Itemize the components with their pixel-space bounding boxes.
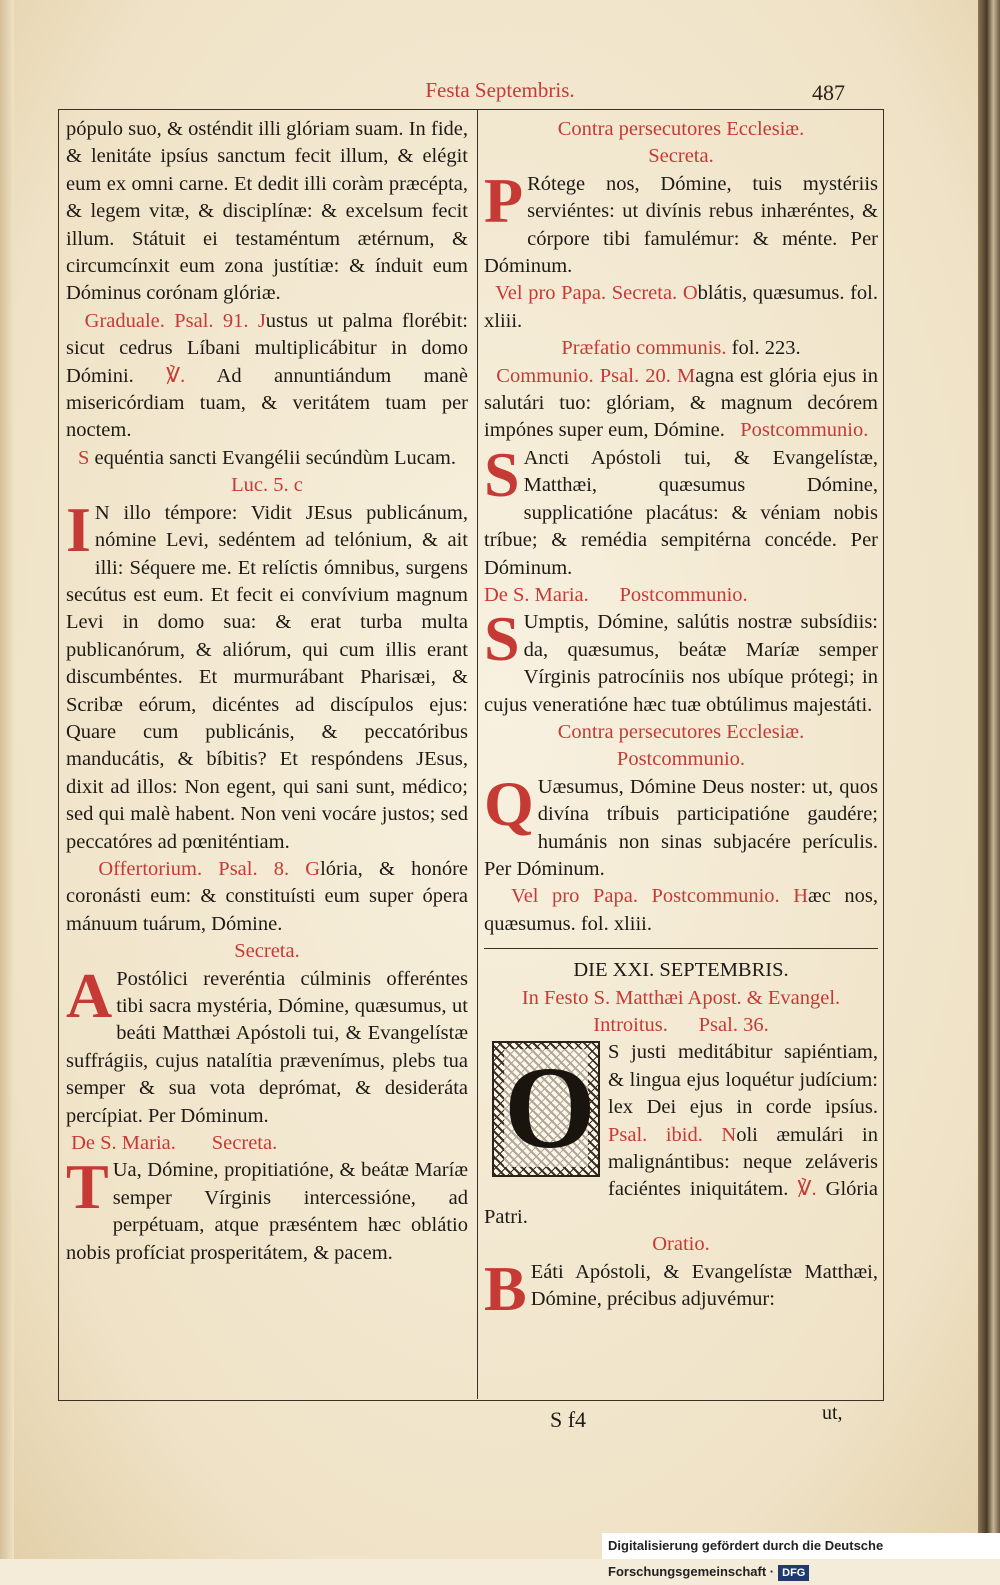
postcommunio-drop-initial: S: [484, 438, 520, 510]
secreta-right-text: Rótege nos, Dómine, tuis mystériis serviéntes: ut divínis rebus inhæréntes, & córpore tibi famulémur: & ménte. Per Dóminum.: [484, 172, 878, 278]
graduale-label: Graduale. Psal. 91.: [84, 309, 249, 332]
oratio-heading: Oratio.: [652, 1233, 710, 1256]
postcommunio-2-drop-initial: S: [484, 603, 520, 675]
oratio: [484, 1252, 878, 1324]
sequentia-text: equéntia sancti Evangélii secúndùm Lucam.: [94, 446, 456, 469]
secreta-2-drop-initial: T: [66, 1151, 109, 1223]
vel-papa-2: [484, 883, 878, 938]
dfg-logo: DFG: [778, 1565, 809, 1581]
offertorium-label: Offertorium. Psal. 8.: [98, 857, 290, 880]
secreta-2-text: Ua, Dómine, propitiatióne, & beátæ Maríæ semper Vírginis intercessióne, ad perpétuam, atque præséntem hæc oblátio nobis profíciat prosperitátem, & pacem.: [66, 1159, 468, 1264]
graduale: [66, 308, 468, 445]
offertorium-initial: G: [305, 857, 321, 880]
postcommunio-3-drop-initial: Q: [484, 767, 534, 839]
secreta-drop-initial: A: [66, 959, 113, 1031]
woodcut-initial: [492, 1041, 600, 1177]
contra-2-heading: Contra persecutores Ecclesiæ.: [557, 720, 805, 743]
page-number: 487: [812, 80, 845, 105]
communio-text: agna est glória ejus in salutári tuo: glóriam, & magnum decórem impónes super eum, Dómine.: [484, 364, 879, 442]
postcommunio-2-label: Postcommunio.: [619, 583, 748, 606]
epistle-end: pópulo suo, & osténdit illi glóriam suam. In fide, & lenitáte ipsíus sanctum fecit illum, & elégit eum ex omni carne. Et dedit illi coràm præcépta, & legem vitæ, & disciplínæ: & excelsum fecit illum. Státuit ei testaméntum ætérnum, & circumcínxit eum zona justítiæ: & índuit eum Dóminus corónam glóriæ.: [66, 118, 468, 305]
oratio-drop-initial: B: [484, 1252, 527, 1324]
sequentia-ref: Luc. 5. c: [231, 474, 303, 497]
sequentia-initial: S: [77, 446, 90, 469]
introitus-text: S justi meditábitur sapiéntiam, & lingua ejus loquétur judícium: lex Dei ejus in corde ipsíus.: [608, 1041, 878, 1119]
vel-papa-text: blátis, quæsumus. fol. xliii.: [484, 282, 879, 332]
gloria-patri: Glória Patri.: [484, 1178, 879, 1228]
psal-ibid-label: Psal. ibid.: [608, 1123, 703, 1146]
secreta-heading-right: Secreta.: [648, 145, 714, 168]
versicle-symbol: ℣.: [166, 364, 186, 387]
psal-ibid-text: oli æmulári in malignántibus: neque zeláveris faciéntes iniquitátem.: [608, 1123, 878, 1201]
left-column: [66, 116, 468, 1267]
vel-papa-2-label: Vel pro Papa. Postcommunio.: [511, 885, 780, 908]
festo-heading: In Festo S. Matthæi Apost. & Evangel.: [521, 986, 841, 1009]
page-gutter: [0, 0, 14, 1559]
postcommunio-text: Ancti Apóstoli tui, & Evangelístæ, Matthæi, quæsumus Dómine, supplicatióne placátus: & véniam nobis tríbue; & remédia sempitérna concéde. Per Dóminum.: [484, 446, 878, 579]
book-edge: [978, 0, 1000, 1559]
praefatio-label: Præfatio communis.: [561, 337, 727, 360]
signature-mark: S f4: [550, 1407, 587, 1432]
de-maria-heading: [66, 1130, 468, 1157]
postcommunio-3-text: Uæsumus, Dómine Deus noster: ut, quos divína tríbuis participatióne gaudére; humánis non sinas subjacére perículis. Per Dóminum.: [484, 775, 878, 880]
woodcut-letter: O: [504, 1042, 596, 1174]
gospel-drop-initial: I: [66, 493, 91, 565]
communio-initial: M: [676, 364, 696, 387]
secreta: [66, 959, 468, 1130]
postcommunio-3-heading: Postcommunio.: [616, 748, 746, 771]
vel-papa-2-initial: H: [793, 885, 809, 908]
versicle-symbol-right: ℣.: [797, 1178, 817, 1201]
postcommunio: [484, 438, 878, 582]
vel-papa-label: Vel pro Papa. Secreta.: [495, 282, 678, 305]
die-heading: DIE XXI. SEPTEMBRIS.: [573, 959, 789, 982]
secreta-right: [484, 164, 878, 281]
section-rule: [484, 948, 878, 949]
vel-papa-initial: O: [682, 282, 698, 305]
secreta-2-label: Secreta.: [211, 1132, 278, 1155]
praefatio: [484, 335, 878, 362]
introitus: [484, 1039, 878, 1231]
digitization-credit: [602, 1533, 1000, 1579]
communio-label: Communio. Psal. 20.: [496, 364, 671, 387]
postcommunio-2: [484, 603, 878, 719]
catchword: ut,: [822, 1402, 843, 1424]
sequentia: [66, 445, 468, 500]
oratio-text: Eáti Apóstoli, & Evangelístæ Matthæi, Dómine, précibus adjuvémur:: [530, 1260, 878, 1311]
graduale-text-2: Ad annuntiándum manè misericórdiam tuam, & veritátem tuam per noctem.: [66, 364, 469, 442]
right-column: [484, 116, 879, 1324]
secreta-right-drop-initial: P: [484, 164, 524, 236]
introitus-psalm: Psal. 36.: [698, 1014, 769, 1036]
column-divider: [477, 109, 478, 1399]
introitus-label: Introitus.: [593, 1014, 668, 1036]
postcommunio-3: [484, 767, 878, 884]
credit-text: Digitalisierung gefördert durch die Deutsche Forschungsgemeinschaft ·: [608, 1538, 884, 1579]
offertorium-text: lória, & honóre coronásti eum: & constituísti eum super ópera mánuum tuárum, Dómine.: [66, 857, 468, 935]
introitus-heading: [484, 1012, 878, 1039]
gospel: [66, 493, 468, 856]
de-maria-right-heading: [484, 582, 878, 609]
vel-papa-2-text: æc nos, quæsumus. fol. xliii.: [484, 885, 878, 935]
secreta-heading: Secreta.: [234, 940, 300, 963]
secreta-2: [66, 1151, 468, 1267]
postcommunio-2-text: Umptis, Dómine, salútis nostræ subsídiis: da, quæsumus, beátæ Maríæ semper Vírginis patrocíniis nos ubíque prótegi; in cujus veneratióne hæc tuæ obtúlimus majestáti.: [484, 611, 878, 716]
contra-heading: Contra persecutores Ecclesiæ.: [557, 118, 805, 140]
gospel-text: N illo témpore: Vidit JEsus publicánum, nómine Levi, sedéntem ad telónium, & ait illi: Séquere me. Et relíctis ómnibus, surgens secútus est eum. Et fecit ei convívium magnum Levi in domo sua: & erat turba multa publicanórum, & aliórum, qui cum illis erant discumbéntes. Et murmurábant Pharisæi, & Scribæ eórum, dicéntes ad discípulos ejus: Quare cum publicánis, & peccatóribus manducátis, & bíbitis? Et respóndens JEsus, dixit ad illos: Non egent, qui sani sunt, médico; sed qui malè habent. Non veni vocáre justos; sed peccatóres ad pœniténtiam.: [66, 501, 468, 853]
de-maria-label: De S. Maria.: [71, 1132, 176, 1155]
graduale-initial: J: [257, 309, 266, 332]
de-maria-right-label: De S. Maria.: [484, 583, 589, 606]
vel-papa: [484, 280, 878, 335]
psal-ibid-initial: N: [721, 1123, 737, 1146]
graduale-text: ustus ut palma florébit: sicut cedrus Líbani multiplicábitur in domo Dómini.: [66, 309, 468, 387]
communio: [484, 363, 878, 445]
offertorium: [66, 856, 468, 938]
secreta-text: Postólici reveréntia cúlminis offeréntes tibi sacra mystéria, Dómine, quæsumus, ut beáti Matthæi Apóstoli tui, & Evangelístæ suffrágiis, cujus natalítia prævenímus, plebs tua semper & sua vota deprómat, & desideráta percípiat. Per Dóminum.: [66, 967, 468, 1127]
postcommunio-label: Postcommunio.: [740, 419, 869, 442]
running-title: Festa Septembris.: [425, 78, 575, 102]
praefatio-ref: fol. 223.: [731, 337, 801, 360]
